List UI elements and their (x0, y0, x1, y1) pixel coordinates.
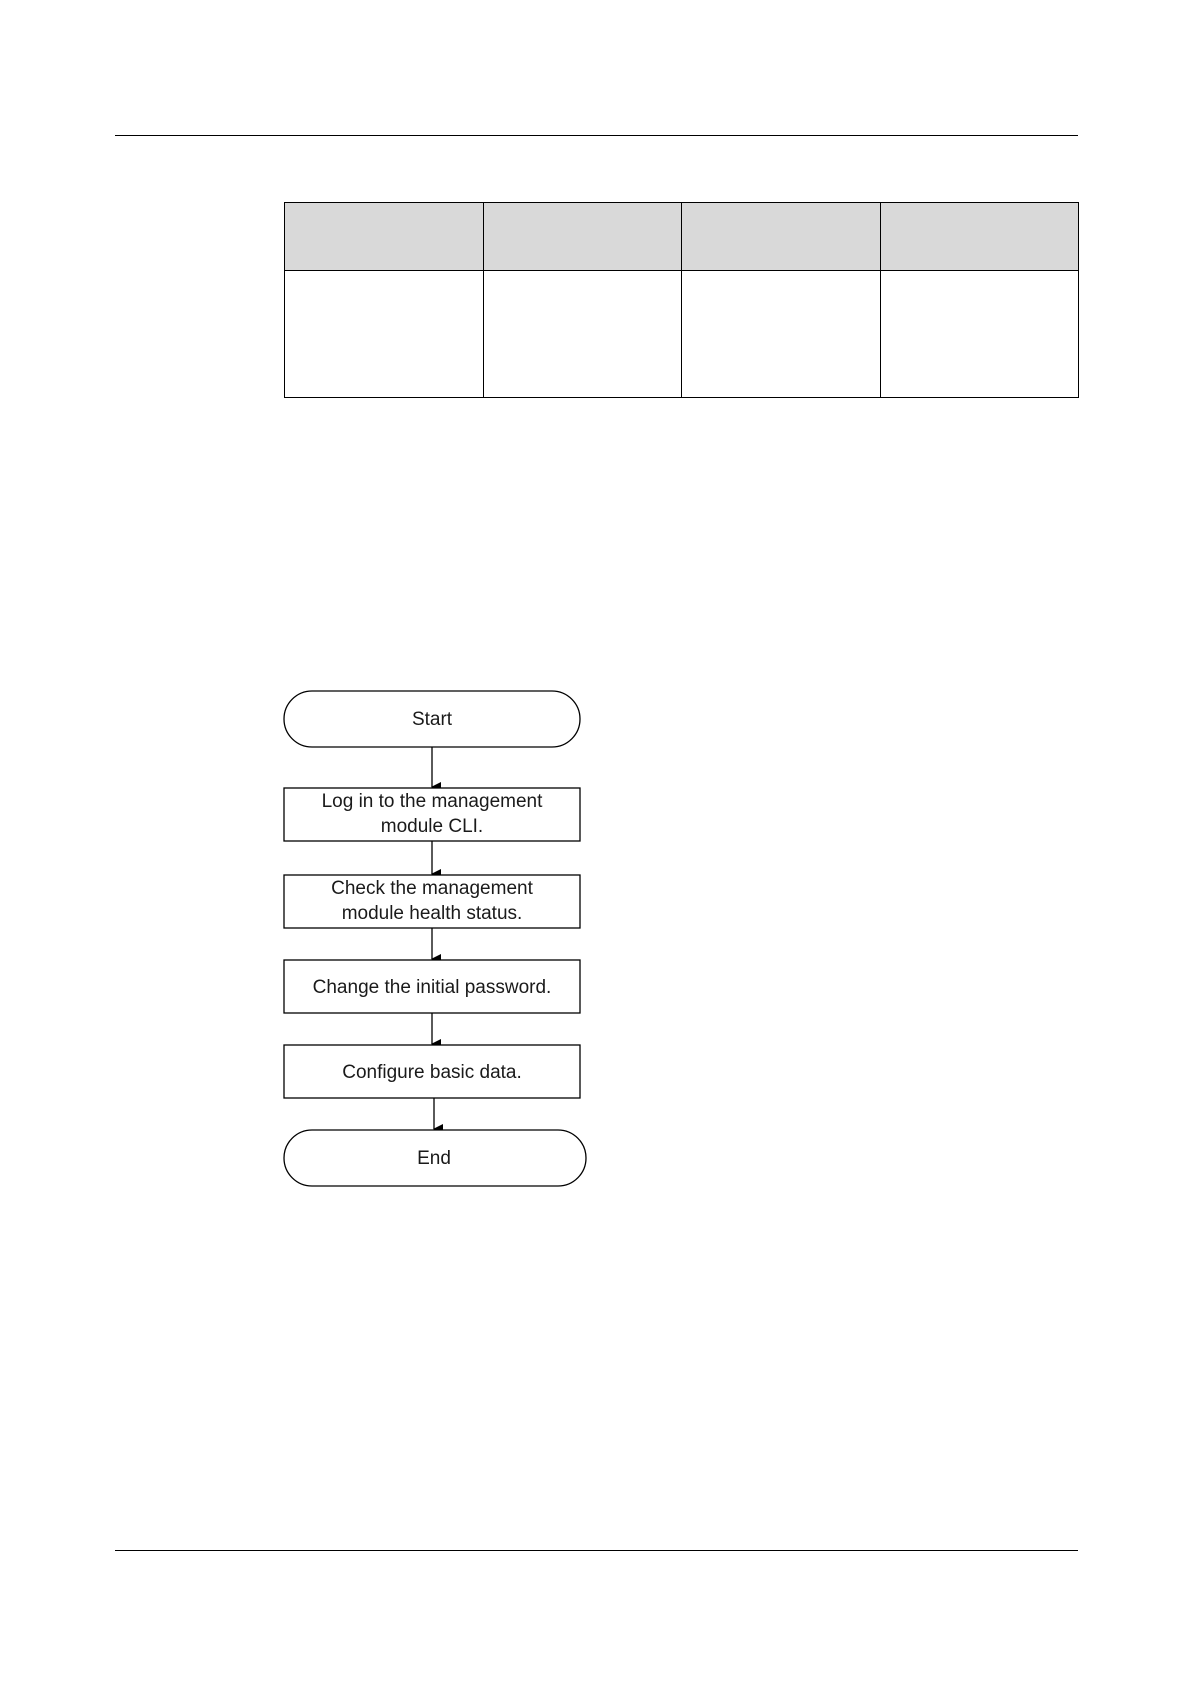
flow-end-node (284, 1130, 586, 1186)
flow-step-configure-data (284, 1045, 580, 1098)
flow-step-change-password-label: Change the initial password. (312, 977, 552, 998)
flow-step-health-check-line-2: module health status. (341, 903, 523, 924)
flow-step-health-check (284, 875, 580, 928)
flow-step-change-password (284, 960, 580, 1013)
flow-start-node (284, 691, 580, 747)
flow-step-configure-data-label: Configure basic data. (342, 1062, 522, 1083)
flow-step-login-line-1: Log in to the management (321, 791, 543, 812)
flow-end-label: End (417, 1148, 451, 1169)
flow-step-health-check-line-1: Check the management (331, 878, 533, 899)
flow-step-login-line-2: module CLI. (380, 816, 484, 837)
flow-start-label: Start (411, 709, 453, 730)
footer-rule (115, 1550, 1078, 1551)
flow-step-login (284, 788, 580, 841)
